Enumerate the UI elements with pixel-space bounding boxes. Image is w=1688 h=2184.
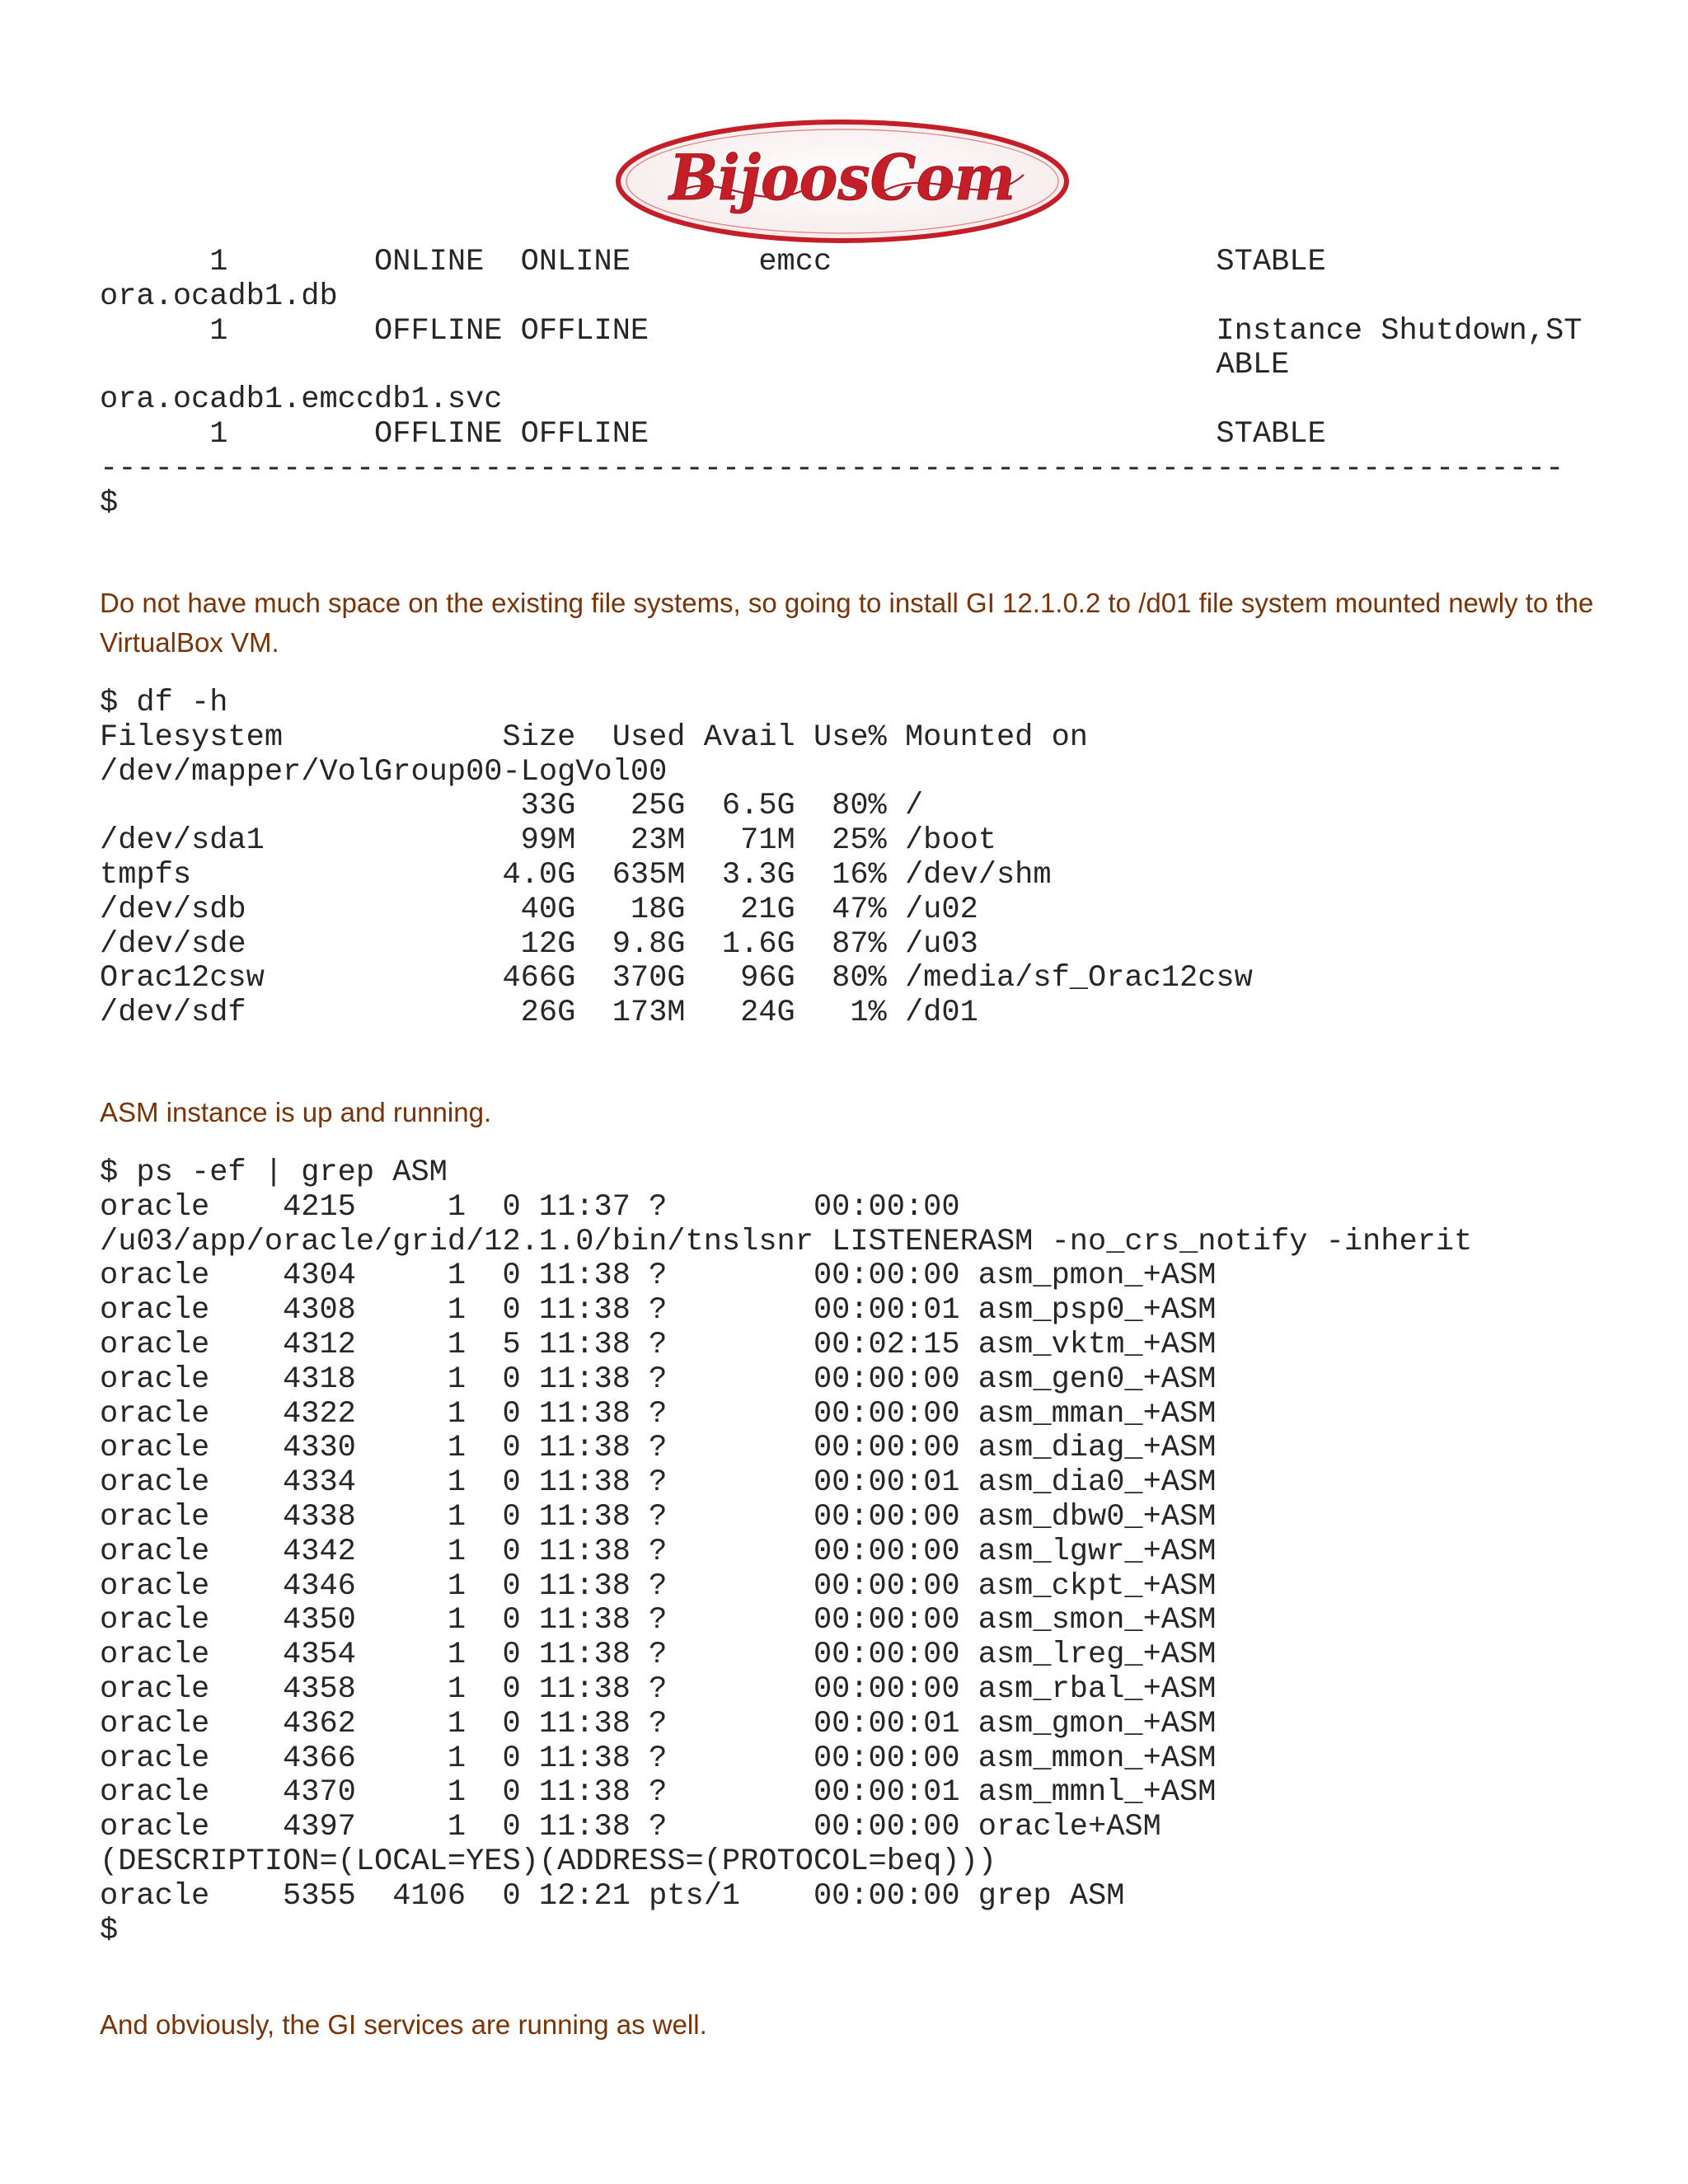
terminal-line: /dev/sda1 99M 23M 71M 25% /boot — [100, 823, 996, 859]
terminal-line: oracle 4338 1 0 11:38 ? 00:00:00 asm_dbw0_+ASM — [100, 1499, 1217, 1535]
terminal-line: oracle 4318 1 0 11:38 ? 00:00:00 asm_gen0_+ASM — [100, 1361, 1217, 1397]
terminal-line: oracle 4215 1 0 11:37 ? 00:00:00 — [100, 1189, 960, 1225]
terminal-line: /dev/sdb 40G 18G 21G 47% /u02 — [100, 892, 978, 927]
terminal-line: $ — [100, 1913, 119, 1948]
terminal-line: oracle 4362 1 0 11:38 ? 00:00:01 asm_gmon_+ASM — [100, 1706, 1217, 1741]
terminal-line: oracle 4397 1 0 11:38 ? 00:00:00 oracle+ASM — [100, 1810, 1161, 1845]
terminal-line: $ — [100, 485, 119, 521]
terminal-line: oracle 4334 1 0 11:38 ? 00:00:01 asm_dia0_+ASM — [100, 1465, 1217, 1501]
terminal-line: oracle 4350 1 0 11:38 ? 00:00:00 asm_smon_+ASM — [100, 1603, 1217, 1638]
terminal-line: /dev/mapper/VolGroup00-LogVol00 — [100, 754, 668, 790]
terminal-line: oracle 4304 1 0 11:38 ? 00:00:00 asm_pmon_+ASM — [100, 1258, 1217, 1294]
note-filesystem-space: Do not have much space on the existing file systems, so going to install GI 12.1.0.2 to /d01 file system mounted newly to the VirtualBox VM. — [100, 588, 1594, 658]
note-gi-services: And obviously, the GI services are running as well. — [100, 2009, 707, 2040]
terminal-line: ABLE — [100, 348, 1290, 383]
terminal-line: oracle 4358 1 0 11:38 ? 00:00:00 asm_rbal_+ASM — [100, 1671, 1217, 1707]
terminal-line: (DESCRIPTION=(LOCAL=YES)(ADDRESS=(PROTOCOL=beq))) — [100, 1844, 996, 1879]
terminal-line: oracle 4346 1 0 11:38 ? 00:00:00 asm_ckpt_+ASM — [100, 1568, 1217, 1604]
terminal-line: ora.ocadb1.emccdb1.svc — [100, 382, 503, 418]
terminal-line: Orac12csw 466G 370G 96G 80% /media/sf_Orac12csw — [100, 961, 1253, 996]
terminal-line: /dev/sdf 26G 173M 24G 1% /d01 — [100, 996, 978, 1031]
terminal-line: $ df -h — [100, 686, 228, 720]
terminal-line: oracle 4342 1 0 11:38 ? 00:00:00 asm_lgwr_+ASM — [100, 1534, 1217, 1569]
terminal-line: oracle 4322 1 0 11:38 ? 00:00:00 asm_mman_+ASM — [100, 1396, 1217, 1432]
terminal-line: oracle 4370 1 0 11:38 ? 00:00:01 asm_mmnl_+ASM — [100, 1775, 1217, 1811]
terminal-line: oracle 4312 1 5 11:38 ? 00:02:15 asm_vktm_+ASM — [100, 1327, 1217, 1362]
terminal-line: /dev/sde 12G 9.8G 1.6G 87% /u03 — [100, 926, 978, 962]
terminal-line: ora.ocadb1.db — [100, 279, 338, 314]
terminal-line: 1 OFFLINE OFFLINE STABLE — [100, 416, 1326, 452]
terminal-line: 1 OFFLINE OFFLINE Instance Shutdown,ST — [100, 313, 1582, 349]
terminal-line: oracle 5355 4106 0 12:21 pts/1 00:00:00 grep ASM — [100, 1878, 1125, 1914]
terminal-line: /u03/app/oracle/grid/12.1.0/bin/tnslsnr LISTENERASM -no_crs_notify -inherit — [100, 1224, 1473, 1259]
crs-status-output — [100, 246, 1582, 521]
terminal-line: Filesystem Size Used Avail Use% Mounted on — [100, 719, 1088, 755]
logo-text: BijoosCom — [668, 141, 1015, 214]
terminal-line: tmpfs 4.0G 635M 3.3G 16% /dev/shm — [100, 857, 1052, 893]
terminal-line: oracle 4308 1 0 11:38 ? 00:00:01 asm_psp0_+ASM — [100, 1293, 1217, 1329]
note-asm-running: ASM instance is up and running. — [100, 1097, 492, 1127]
ps-grep-asm-output — [100, 1156, 1472, 1948]
terminal-line: oracle 4354 1 0 11:38 ? 00:00:00 asm_lreg_+ASM — [100, 1638, 1217, 1673]
terminal-line: oracle 4330 1 0 11:38 ? 00:00:00 asm_diag_+ASM — [100, 1431, 1217, 1466]
terminal-line: oracle 4366 1 0 11:38 ? 00:00:00 asm_mmon_+ASM — [100, 1741, 1217, 1776]
terminal-line: 1 ONLINE ONLINE emcc STABLE — [100, 245, 1326, 279]
terminal-line: 33G 25G 6.5G 80% / — [100, 789, 924, 824]
bijooscom-logo — [612, 115, 1073, 247]
terminal-line: $ ps -ef | grep ASM — [100, 1155, 448, 1190]
terminal-line: -------------------------------------------------------------------------------- — [100, 451, 1564, 486]
df-output — [100, 687, 1253, 1031]
